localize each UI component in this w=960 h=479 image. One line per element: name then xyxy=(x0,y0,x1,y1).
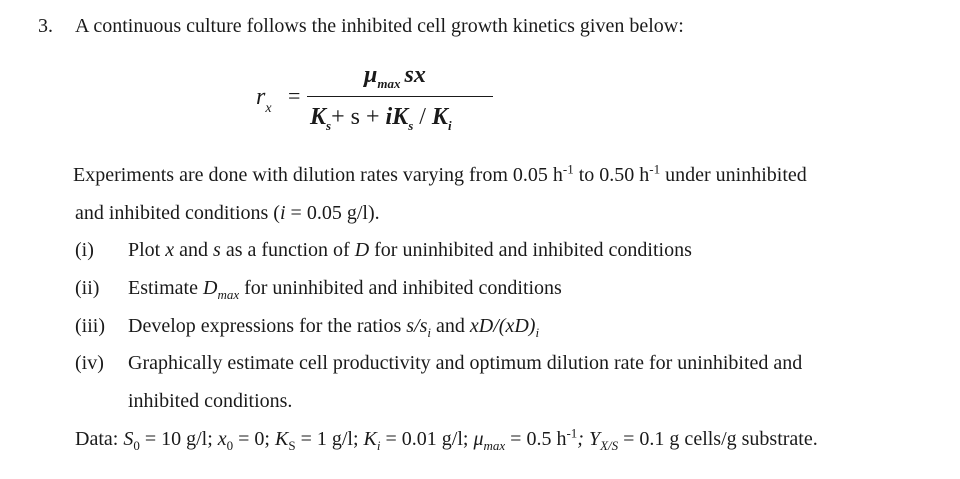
question-number: 3. xyxy=(38,15,53,37)
item-text-continued: inhibited conditions. xyxy=(128,390,293,412)
item-text: Develop expressions for the ratios $s/s_i$ and $xD/(xD)_i$ xyxy=(128,315,540,340)
item-label: (i) xyxy=(75,239,94,261)
item-label: (iii) xyxy=(75,315,105,337)
equation-denominator: $K_s+ s + iK_s / K_i$ xyxy=(310,104,452,133)
experiments-line-1: Experiments are done with dilution rates varying from 0.05 $h^{-1}$ to 0.50 $h^{-1}$ under uninhibited xyxy=(73,161,807,186)
fraction-bar xyxy=(307,96,493,97)
item-text: Plot x and s as a function of D for uninhibited and inhibited conditions xyxy=(128,239,692,261)
equation-numerator: $\mu_{max}$ sx xyxy=(364,62,426,91)
equation-lhs: $r_x$ xyxy=(256,84,272,116)
experiments-line-2: and inhibited conditions (i = 0.05 g/l). xyxy=(75,202,380,224)
item-label: (iv) xyxy=(75,352,104,374)
item-label: (ii) xyxy=(75,277,100,299)
question-intro: A continuous culture follows the inhibited cell growth kinetics given below: xyxy=(75,15,684,37)
item-text: Graphically estimate cell productivity and optimum dilution rate for uninhibited and xyxy=(128,352,803,374)
data-line: Data: $S_0 = 10$ g/l; $x_0 = 0$; $K_S = 1$ g/l; $K_i = 0.01$ g/l; $\mu_{max} = 0.5$ $h^{-1}$; $Y_{X/S} = 0.1$ g cells/g substrate. xyxy=(75,425,818,453)
equation-equals: = xyxy=(288,83,301,108)
item-text: Estimate $D_{max}$ for uninhibited and inhibited conditions xyxy=(128,277,562,302)
